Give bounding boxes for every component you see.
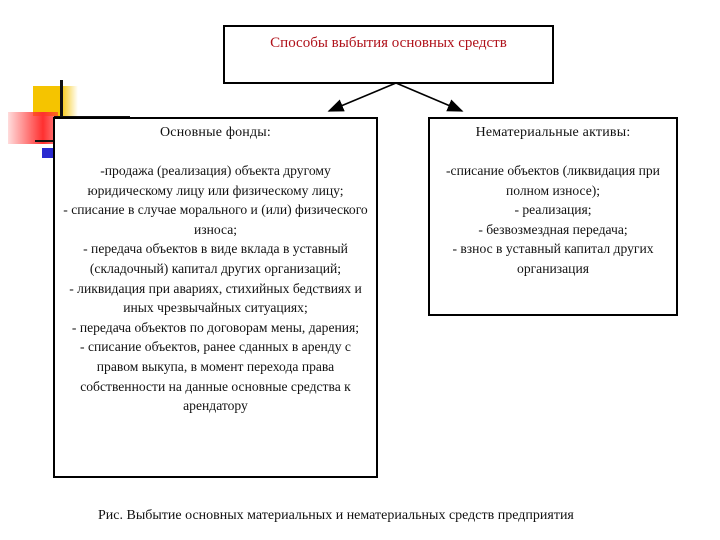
list-item: - безвозмездная передача;: [478, 221, 628, 237]
list-item: -списание объектов (ликвидация при полном износе);: [446, 163, 660, 198]
list-item: - взнос в уставный капитал других организация: [452, 241, 654, 276]
list-item: - списание объектов, ранее сданных в аренду с правом выкупа, в момент перехода права собственности на данные основные средства к арендатору: [80, 339, 351, 414]
list-item: - списание в случае морального и (или) физического износа;: [63, 202, 368, 237]
intangible-assets-title: Нематериальные активы:: [475, 125, 631, 140]
fixed-assets-box: [53, 117, 378, 478]
figure-caption: Рис. Выбытие основных материальных и нематериальных средств предприятия: [98, 508, 574, 523]
intangible-assets-box: [428, 117, 678, 316]
list-item: - реализация;: [514, 202, 592, 218]
list-item: - передача объектов в виде вклада в уставный (складочный) капитал других организаций;: [83, 241, 348, 276]
root-node-title: Способы выбытия основных средств: [270, 35, 507, 51]
list-item: - ликвидация при авариях, стихийных бедствиях и иных чрезвычайных ситуациях;: [69, 280, 362, 316]
list-item: -продажа (реализация) объекта другому юридическому лицу или физическому лицу;: [87, 163, 344, 198]
list-item: - передача объектов по договорам мены, дарения;: [71, 319, 360, 335]
fixed-assets-list: [55, 161, 376, 416]
intangible-assets-list: [430, 161, 676, 279]
fixed-assets-title: Основные фонды:: [159, 125, 272, 140]
root-node-box: [223, 25, 554, 84]
